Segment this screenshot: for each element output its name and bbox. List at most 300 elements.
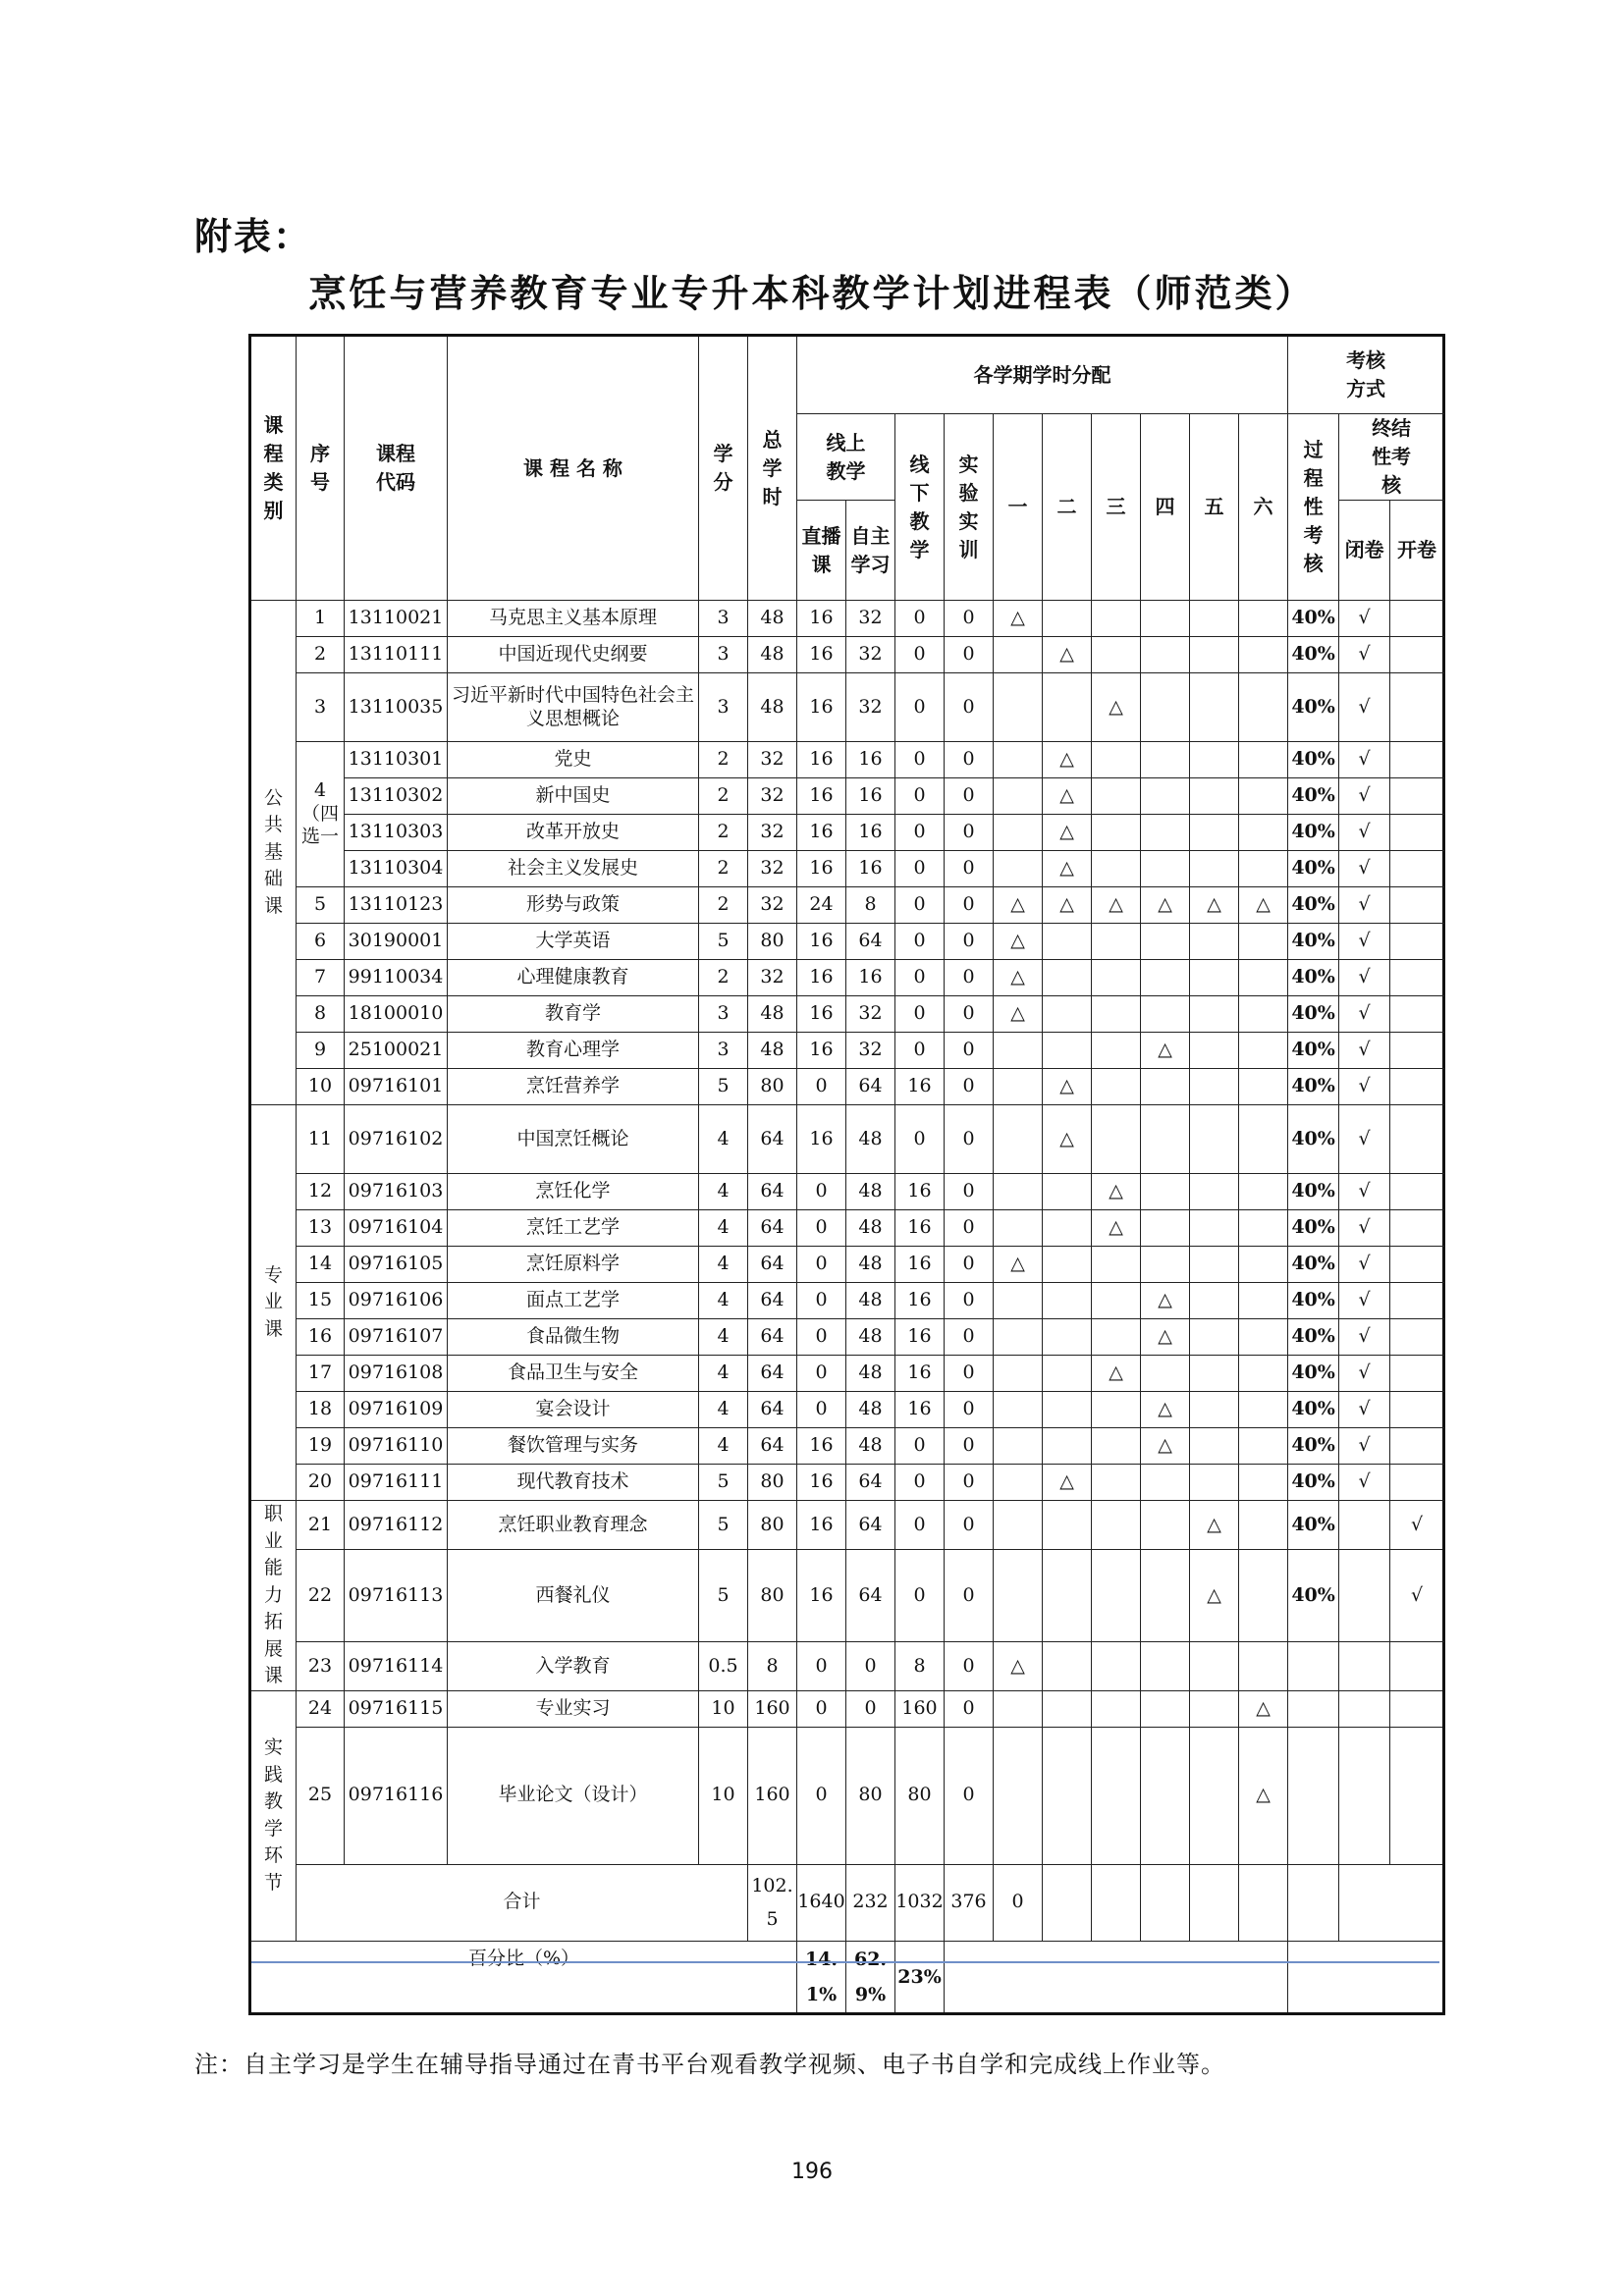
semester-5-mark	[1190, 1642, 1239, 1691]
lab-cell: 0	[945, 1105, 994, 1174]
live-cell: 0	[797, 1174, 846, 1210]
semester-6-mark	[1239, 1392, 1288, 1428]
open-book-cell	[1390, 1428, 1444, 1465]
semester-2-mark	[1043, 1549, 1092, 1641]
semester-2-mark	[1043, 1283, 1092, 1319]
process-assessment-cell: 40%	[1288, 1069, 1339, 1105]
closed-book-cell: √	[1339, 1319, 1390, 1356]
course-code-cell: 09716110	[345, 1428, 448, 1465]
process-assessment-cell: 40%	[1288, 1428, 1339, 1465]
seq-cell: 24	[297, 1690, 345, 1727]
header-lab: 实验实训	[945, 414, 994, 601]
semester-4-mark	[1141, 1549, 1190, 1641]
course-code-cell: 09716113	[345, 1549, 448, 1641]
percent-offline: 23%	[895, 1941, 945, 2013]
header-process-assessment: 过程性考核	[1288, 414, 1339, 601]
semester-4-mark: △	[1141, 887, 1190, 924]
process-assessment-cell: 40%	[1288, 815, 1339, 851]
credit-cell: 4	[699, 1283, 748, 1319]
live-cell: 16	[797, 996, 846, 1033]
semester-4-mark: △	[1141, 1283, 1190, 1319]
live-cell: 16	[797, 673, 846, 742]
hours-cell: 80	[748, 924, 797, 960]
semester-3-mark	[1092, 1642, 1141, 1691]
course-code-cell: 09716105	[345, 1247, 448, 1283]
open-book-cell	[1390, 1356, 1444, 1392]
course-code-cell: 30190001	[345, 924, 448, 960]
self-cell: 48	[846, 1392, 895, 1428]
process-assessment-cell: 40%	[1288, 673, 1339, 742]
seq-cell: 6	[297, 924, 345, 960]
live-cell: 0	[797, 1392, 846, 1428]
semester-3-mark	[1092, 1069, 1141, 1105]
process-assessment-cell: 40%	[1288, 1392, 1339, 1428]
semester-4-mark	[1141, 673, 1190, 742]
credit-cell: 5	[699, 1069, 748, 1105]
hours-cell: 32	[748, 960, 797, 996]
offline-cell: 0	[895, 1501, 945, 1550]
lab-cell: 0	[945, 1283, 994, 1319]
semester-3-mark	[1092, 1428, 1141, 1465]
header-credit: 学分	[699, 336, 748, 601]
course-name-cell: 食品卫生与安全	[448, 1356, 699, 1392]
semester-1-mark	[994, 1210, 1043, 1247]
teaching-plan-body	[250, 601, 1444, 2014]
semester-1-mark	[994, 742, 1043, 778]
semester-4-mark	[1141, 778, 1190, 815]
offline-cell: 0	[895, 601, 945, 637]
credit-cell: 2	[699, 851, 748, 887]
hours-cell: 64	[748, 1356, 797, 1392]
semester-6-mark	[1239, 1105, 1288, 1174]
table-row	[250, 673, 1444, 742]
lab-cell: 0	[945, 1428, 994, 1465]
hours-cell: 160	[748, 1690, 797, 1727]
credit-cell: 10	[699, 1690, 748, 1727]
process-assessment-cell: 40%	[1288, 637, 1339, 673]
semester-1-mark: △	[994, 601, 1043, 637]
percent-assessment-empty	[1288, 1941, 1444, 2013]
course-code-cell: 13110021	[345, 601, 448, 637]
process-assessment-cell: 40%	[1288, 1465, 1339, 1501]
lab-cell: 0	[945, 996, 994, 1033]
table-row	[250, 1392, 1444, 1428]
header-semester-3: 三	[1092, 414, 1141, 601]
self-cell: 0	[846, 1642, 895, 1691]
course-code-cell: 13110302	[345, 778, 448, 815]
open-book-cell	[1390, 637, 1444, 673]
table-row	[250, 742, 1444, 778]
closed-book-cell: √	[1339, 1356, 1390, 1392]
hours-cell: 80	[748, 1465, 797, 1501]
percent-self: 62.9%	[846, 1941, 895, 2013]
semester-6-mark	[1239, 851, 1288, 887]
closed-book-cell: √	[1339, 815, 1390, 851]
hours-cell: 160	[748, 1727, 797, 1864]
open-book-cell	[1390, 778, 1444, 815]
credit-cell: 4	[699, 1356, 748, 1392]
semester-5-mark: △	[1190, 887, 1239, 924]
header-self-study: 自主学习	[846, 501, 895, 601]
semester-4-mark	[1141, 601, 1190, 637]
hours-cell: 80	[748, 1501, 797, 1550]
total-semester-empty	[1239, 1864, 1288, 1941]
total-offline: 376	[945, 1864, 994, 1941]
open-book-cell	[1390, 673, 1444, 742]
open-book-cell	[1390, 1727, 1444, 1864]
live-cell: 0	[797, 1642, 846, 1691]
closed-book-cell: √	[1339, 1105, 1390, 1174]
course-code-cell: 09716109	[345, 1392, 448, 1428]
semester-3-mark	[1092, 1319, 1141, 1356]
credit-cell: 5	[699, 1465, 748, 1501]
offline-cell: 0	[895, 996, 945, 1033]
hours-cell: 64	[748, 1174, 797, 1210]
course-name-cell: 形势与政策	[448, 887, 699, 924]
live-cell: 16	[797, 1033, 846, 1069]
semester-6-mark	[1239, 1319, 1288, 1356]
seq-cell: 10	[297, 1069, 345, 1105]
course-code-cell: 13110301	[345, 742, 448, 778]
offline-cell: 0	[895, 1428, 945, 1465]
table-row	[250, 924, 1444, 960]
semester-2-mark	[1043, 1033, 1092, 1069]
open-book-cell	[1390, 1642, 1444, 1691]
open-book-cell	[1390, 1319, 1444, 1356]
offline-cell: 0	[895, 1105, 945, 1174]
total-credit: 102.5	[748, 1864, 797, 1941]
closed-book-cell: √	[1339, 1033, 1390, 1069]
hours-cell: 32	[748, 742, 797, 778]
offline-cell: 8	[895, 1642, 945, 1691]
open-book-cell	[1390, 1069, 1444, 1105]
total-label: 合计	[297, 1864, 748, 1941]
course-code-cell: 13110303	[345, 815, 448, 851]
self-cell: 64	[846, 924, 895, 960]
percent-label: 百分比（%）	[250, 1941, 797, 2013]
semester-4-mark	[1141, 1174, 1190, 1210]
header-seq: 序号	[297, 336, 345, 601]
course-code-cell: 13110304	[345, 851, 448, 887]
lab-cell: 0	[945, 1247, 994, 1283]
credit-cell: 5	[699, 1501, 748, 1550]
semester-2-mark	[1043, 673, 1092, 742]
live-cell: 16	[797, 924, 846, 960]
self-cell: 32	[846, 601, 895, 637]
semester-5-mark	[1190, 851, 1239, 887]
semester-5-mark	[1190, 1105, 1239, 1174]
course-code-cell: 09716102	[345, 1105, 448, 1174]
semester-2-mark	[1043, 960, 1092, 996]
self-cell: 80	[846, 1727, 895, 1864]
course-code-cell: 25100021	[345, 1033, 448, 1069]
semester-2-mark: △	[1043, 1069, 1092, 1105]
credit-cell: 4	[699, 1392, 748, 1428]
hours-cell: 48	[748, 673, 797, 742]
live-cell: 16	[797, 851, 846, 887]
semester-6-mark	[1239, 1210, 1288, 1247]
credit-cell: 2	[699, 815, 748, 851]
teaching-plan-table	[248, 334, 1445, 2015]
closed-book-cell	[1339, 1690, 1390, 1727]
live-cell: 0	[797, 1319, 846, 1356]
course-name-cell: 餐饮管理与实务	[448, 1428, 699, 1465]
lab-cell: 0	[945, 851, 994, 887]
semester-6-mark	[1239, 1465, 1288, 1501]
self-cell: 16	[846, 742, 895, 778]
seq-cell: 11	[297, 1105, 345, 1174]
open-book-cell	[1390, 1392, 1444, 1428]
semester-3-mark	[1092, 1501, 1141, 1550]
table-row	[250, 1465, 1444, 1501]
course-name-cell: 食品微生物	[448, 1319, 699, 1356]
process-assessment-cell: 40%	[1288, 742, 1339, 778]
closed-book-cell: √	[1339, 1247, 1390, 1283]
course-name-cell: 烹饪工艺学	[448, 1210, 699, 1247]
hours-cell: 64	[748, 1105, 797, 1174]
credit-cell: 4	[699, 1428, 748, 1465]
semester-3-mark	[1092, 1247, 1141, 1283]
process-assessment-cell: 40%	[1288, 1283, 1339, 1319]
course-code-cell: 09716104	[345, 1210, 448, 1247]
semester-6-mark	[1239, 960, 1288, 996]
semester-3-mark	[1092, 601, 1141, 637]
course-name-cell: 专业实习	[448, 1690, 699, 1727]
credit-cell: 5	[699, 1549, 748, 1641]
closed-book-cell: √	[1339, 960, 1390, 996]
process-assessment-cell: 40%	[1288, 1210, 1339, 1247]
semester-3-mark	[1092, 1033, 1141, 1069]
offline-cell: 0	[895, 673, 945, 742]
table-row	[250, 1069, 1444, 1105]
process-assessment-cell: 40%	[1288, 1033, 1339, 1069]
course-code-cell: 09716106	[345, 1283, 448, 1319]
offline-cell: 0	[895, 851, 945, 887]
semester-5-mark	[1190, 1690, 1239, 1727]
seq-cell: 25	[297, 1727, 345, 1864]
lab-cell: 0	[945, 1033, 994, 1069]
course-code-cell: 99110034	[345, 960, 448, 996]
semester-3-mark	[1092, 815, 1141, 851]
process-assessment-cell	[1288, 1727, 1339, 1864]
table-row	[250, 1356, 1444, 1392]
open-book-cell	[1390, 1283, 1444, 1319]
live-cell: 0	[797, 1069, 846, 1105]
semester-4-mark	[1141, 1642, 1190, 1691]
teaching-plan-table-wrapper	[248, 334, 1442, 2015]
semester-5-mark: △	[1190, 1501, 1239, 1550]
lab-cell: 0	[945, 1174, 994, 1210]
offline-cell: 16	[895, 1392, 945, 1428]
header-offline: 线下教学	[895, 414, 945, 601]
offline-cell: 16	[895, 1356, 945, 1392]
semester-5-mark	[1190, 1319, 1239, 1356]
self-cell: 64	[846, 1501, 895, 1550]
self-cell: 16	[846, 851, 895, 887]
semester-6-mark	[1239, 1174, 1288, 1210]
course-name-cell: 社会主义发展史	[448, 851, 699, 887]
lab-cell: 0	[945, 960, 994, 996]
total-semester-empty	[1190, 1864, 1239, 1941]
open-book-cell: √	[1390, 1501, 1444, 1550]
course-name-cell: 烹饪化学	[448, 1174, 699, 1210]
appendix-label: 附表：	[194, 214, 313, 258]
seq-cell: 5	[297, 887, 345, 924]
semester-6-mark	[1239, 1247, 1288, 1283]
hours-cell: 64	[748, 1283, 797, 1319]
hours-cell: 64	[748, 1210, 797, 1247]
credit-cell: 4	[699, 1174, 748, 1210]
semester-5-mark	[1190, 996, 1239, 1033]
offline-cell: 0	[895, 960, 945, 996]
live-cell: 0	[797, 1210, 846, 1247]
lab-cell: 0	[945, 1069, 994, 1105]
semester-6-mark	[1239, 815, 1288, 851]
offline-cell: 0	[895, 742, 945, 778]
open-book-cell	[1390, 887, 1444, 924]
course-code-cell: 09716116	[345, 1727, 448, 1864]
total-live: 232	[846, 1864, 895, 1941]
closed-book-cell: √	[1339, 673, 1390, 742]
credit-cell: 4	[699, 1247, 748, 1283]
closed-book-cell	[1339, 1549, 1390, 1641]
lab-cell: 0	[945, 778, 994, 815]
semester-5-mark	[1190, 1727, 1239, 1864]
credit-cell: 3	[699, 601, 748, 637]
semester-6-mark	[1239, 924, 1288, 960]
semester-1-mark: △	[994, 960, 1043, 996]
header-closed-book: 闭卷	[1339, 501, 1390, 601]
total-hours: 1640	[797, 1864, 846, 1941]
course-code-cell: 18100010	[345, 996, 448, 1033]
semester-3-mark: △	[1092, 673, 1141, 742]
offline-cell: 160	[895, 1690, 945, 1727]
seq-cell: 15	[297, 1283, 345, 1319]
semester-1-mark: △	[994, 1642, 1043, 1691]
header-code: 课程代码	[345, 336, 448, 601]
total-lab: 0	[994, 1864, 1043, 1941]
offline-cell: 16	[895, 1210, 945, 1247]
credit-cell: 4	[699, 1105, 748, 1174]
semester-5-mark	[1190, 960, 1239, 996]
header-online: 线上教学	[797, 414, 895, 501]
closed-book-cell: √	[1339, 1069, 1390, 1105]
semester-4-mark	[1141, 637, 1190, 673]
semester-1-mark	[994, 1319, 1043, 1356]
semester-2-mark	[1043, 1247, 1092, 1283]
process-assessment-cell: 40%	[1288, 960, 1339, 996]
table-row	[250, 1174, 1444, 1210]
table-row	[250, 996, 1444, 1033]
self-cell: 16	[846, 778, 895, 815]
semester-5-mark	[1190, 1033, 1239, 1069]
course-name-cell: 改革开放史	[448, 815, 699, 851]
lab-cell: 0	[945, 1690, 994, 1727]
semester-2-mark	[1043, 1210, 1092, 1247]
self-cell: 48	[846, 1319, 895, 1356]
semester-4-mark: △	[1141, 1033, 1190, 1069]
course-code-cell: 09716115	[345, 1690, 448, 1727]
semester-2-mark: △	[1043, 887, 1092, 924]
course-code-cell: 09716107	[345, 1319, 448, 1356]
open-book-cell	[1390, 996, 1444, 1033]
offline-cell: 0	[895, 815, 945, 851]
course-name-cell: 烹饪原料学	[448, 1247, 699, 1283]
table-row	[250, 1247, 1444, 1283]
semester-2-mark: △	[1043, 742, 1092, 778]
closed-book-cell: √	[1339, 924, 1390, 960]
semester-1-mark	[994, 1690, 1043, 1727]
course-name-cell: 习近平新时代中国特色社会主义思想概论	[448, 673, 699, 742]
seq-cell: 7	[297, 960, 345, 996]
semester-3-mark	[1092, 1727, 1141, 1864]
hours-cell: 64	[748, 1247, 797, 1283]
category-cell: 公共基础课	[250, 601, 297, 1105]
header-total-hours: 总学时	[748, 336, 797, 601]
semester-1-mark	[994, 673, 1043, 742]
open-book-cell	[1390, 1247, 1444, 1283]
lab-cell: 0	[945, 742, 994, 778]
semester-5-mark	[1190, 924, 1239, 960]
hours-cell: 64	[748, 1392, 797, 1428]
table-row	[250, 1033, 1444, 1069]
table-row	[250, 1549, 1444, 1641]
closed-book-cell: √	[1339, 742, 1390, 778]
semester-2-mark: △	[1043, 851, 1092, 887]
offline-cell: 16	[895, 1247, 945, 1283]
lab-cell: 0	[945, 1319, 994, 1356]
offline-cell: 0	[895, 1549, 945, 1641]
table-row	[250, 815, 1444, 851]
process-assessment-cell: 40%	[1288, 1319, 1339, 1356]
live-cell: 16	[797, 778, 846, 815]
course-name-cell: 入学教育	[448, 1642, 699, 1691]
closed-book-cell	[1339, 1642, 1390, 1691]
process-assessment-cell: 40%	[1288, 778, 1339, 815]
semester-3-mark	[1092, 742, 1141, 778]
total-self: 1032	[895, 1864, 945, 1941]
semester-5-mark	[1190, 1247, 1239, 1283]
semester-2-mark	[1043, 1174, 1092, 1210]
lab-cell: 0	[945, 1356, 994, 1392]
seq-cell: 8	[297, 996, 345, 1033]
semester-3-mark	[1092, 1283, 1141, 1319]
seq-cell: 21	[297, 1501, 345, 1550]
offline-cell: 80	[895, 1727, 945, 1864]
course-name-cell: 中国近现代史纲要	[448, 637, 699, 673]
offline-cell: 0	[895, 924, 945, 960]
semester-4-mark	[1141, 742, 1190, 778]
semester-2-mark: △	[1043, 1465, 1092, 1501]
live-cell: 16	[797, 1549, 846, 1641]
semester-1-mark	[994, 1465, 1043, 1501]
semester-6-mark	[1239, 1069, 1288, 1105]
course-code-cell: 13110111	[345, 637, 448, 673]
table-row	[250, 1727, 1444, 1864]
total-semester-empty	[1288, 1864, 1339, 1941]
seq-cell: 16	[297, 1319, 345, 1356]
seq-cell: 3	[297, 673, 345, 742]
open-book-cell	[1390, 1033, 1444, 1069]
semester-5-mark	[1190, 1392, 1239, 1428]
credit-cell: 3	[699, 1033, 748, 1069]
category-cell: 职业能力拓展课	[250, 1501, 297, 1691]
semester-4-mark	[1141, 1356, 1190, 1392]
percent-empty	[945, 1941, 1288, 2013]
semester-6-mark	[1239, 673, 1288, 742]
semester-4-mark: △	[1141, 1392, 1190, 1428]
table-row	[250, 1283, 1444, 1319]
